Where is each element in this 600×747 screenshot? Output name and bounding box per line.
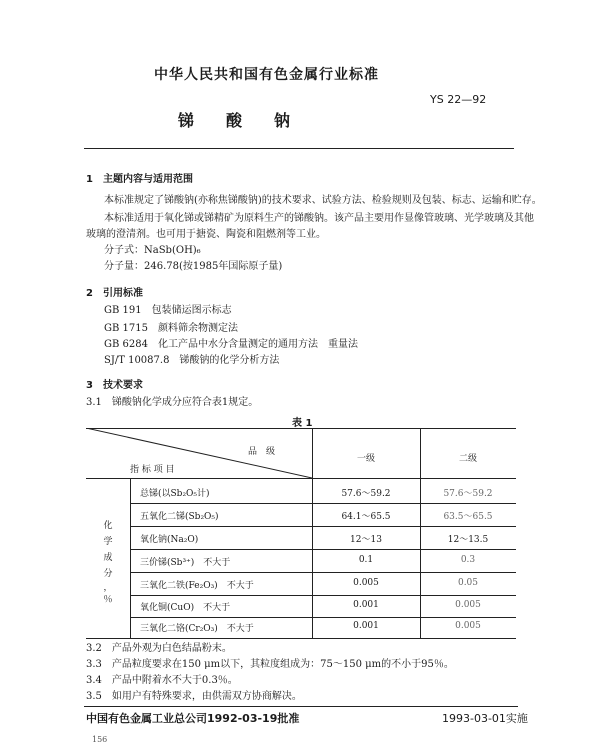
side-label-char: ％ (103, 595, 113, 605)
molecular-weight: 分子量：246.78(按1985年国际原子量) (104, 261, 283, 272)
table-row-g2: 57.6～59.2 (443, 489, 493, 499)
implementation-date: 1993-03-01实施 (442, 712, 528, 725)
table-row-g1: 0.001 (353, 600, 379, 610)
table-row-g2: 0.005 (455, 621, 481, 631)
table-row-g1: 57.6～59.2 (341, 489, 391, 499)
header-diagonal (86, 428, 312, 478)
header-rule (84, 148, 514, 149)
molecular-formula: 分子式：NaSb(OH)₆ (104, 245, 201, 256)
reference-item: GB 1715 颜料筛余物测定法 (104, 323, 238, 334)
section3-heading: 3 技术要求 (86, 380, 143, 391)
table-row-g1: 12～13 (350, 535, 382, 545)
section1-p1: 本标准规定了锑酸钠(亦称焦锑酸钠)的技术要求、试验方法、检验规则及包装、标志、运输和贮存。 (104, 195, 542, 206)
table-caption: 表 1 (292, 418, 313, 429)
standard-code: YS 22—92 (430, 93, 487, 106)
section2-heading: 2 引用标准 (86, 288, 143, 299)
item-3-4: 3.4 产品中附着水不大于0.3％。 (86, 675, 238, 686)
table-row-name: 三价锑(Sb³⁺) 不大于 (140, 558, 231, 568)
section1-p2b: 玻璃的澄清剂。也可用于搪瓷、陶瓷和阻燃剂等工业。 (86, 229, 326, 240)
item-3-2: 3.2 产品外观为白色结晶粉末。 (86, 643, 232, 654)
table-row-name: 氧化铜(CuO) 不大于 (140, 603, 231, 613)
table-row-g1: 0.005 (353, 578, 379, 588)
table-row-g1: 0.001 (353, 621, 379, 631)
table-row-name: 五氧化二锑(Sb₂O₅) (140, 512, 219, 522)
item-3-1: 3.1 锑酸钠化学成分应符合表1规定。 (86, 397, 259, 408)
table-row-g2: 63.5～65.5 (443, 512, 493, 522)
side-label-char: ， (103, 583, 113, 593)
side-label-char: 分 (103, 569, 113, 579)
table-row-name: 氧化钠(Na₂O) (140, 535, 199, 545)
reference-item: GB 6284 化工产品中水分含量测定的通用方法 重量法 (104, 339, 358, 350)
footer-rule (84, 706, 518, 707)
approval-line: 中国有色金属工业总公司1992-03-19批准 (86, 712, 300, 725)
reference-item: SJ/T 10087.8 锑酸钠的化学分析方法 (104, 355, 280, 366)
reference-item: GB 191 包装储运图示标志 (104, 305, 232, 316)
item-3-5: 3.5 如用户有特殊要求，由供需双方协商解决。 (86, 691, 302, 702)
header-item: 指 标 项 目 (130, 465, 175, 475)
header-grade: 品 级 (248, 447, 276, 457)
table-row-g2: 0.05 (457, 578, 479, 588)
table-row-g1: 0.1 (358, 555, 374, 565)
item-3-3: 3.3 产品粒度要求在150 μm以下，其粒度组成为：75～150 μm的不小于95％。 (86, 659, 454, 670)
side-label-char: 学 (103, 537, 113, 547)
side-label-char: 成 (103, 553, 113, 563)
table-row-name: 三氧化二铁(Fe₂O₃) 不大于 (140, 581, 254, 591)
document-title: 锑 酸 钠 (178, 111, 291, 130)
section1-p2a: 本标准适用于氧化锑或锑精矿为原料生产的锑酸钠。该产品主要用作显像管玻璃、光学玻璃及其他 (104, 213, 534, 224)
table-row-g2: 0.005 (455, 600, 481, 610)
table-row-g2: 0.3 (460, 555, 476, 565)
issuer-title: 中华人民共和国有色金属行业标准 (154, 67, 379, 83)
table-row-name: 总锑(以Sb₂O₅计) (140, 489, 210, 499)
header-grade1: 一级 (356, 454, 375, 464)
header-grade2: 二级 (458, 454, 477, 464)
table-row-g1: 64.1～65.5 (341, 512, 391, 522)
section1-heading: 1 主题内容与适用范围 (86, 174, 193, 185)
table-row-g2: 12～13.5 (447, 535, 489, 545)
side-label-char: 化 (103, 521, 113, 531)
table-row-name: 三氧化二铬(Cr₂O₃) 不大于 (140, 624, 254, 634)
page-number: 156 (92, 735, 108, 744)
